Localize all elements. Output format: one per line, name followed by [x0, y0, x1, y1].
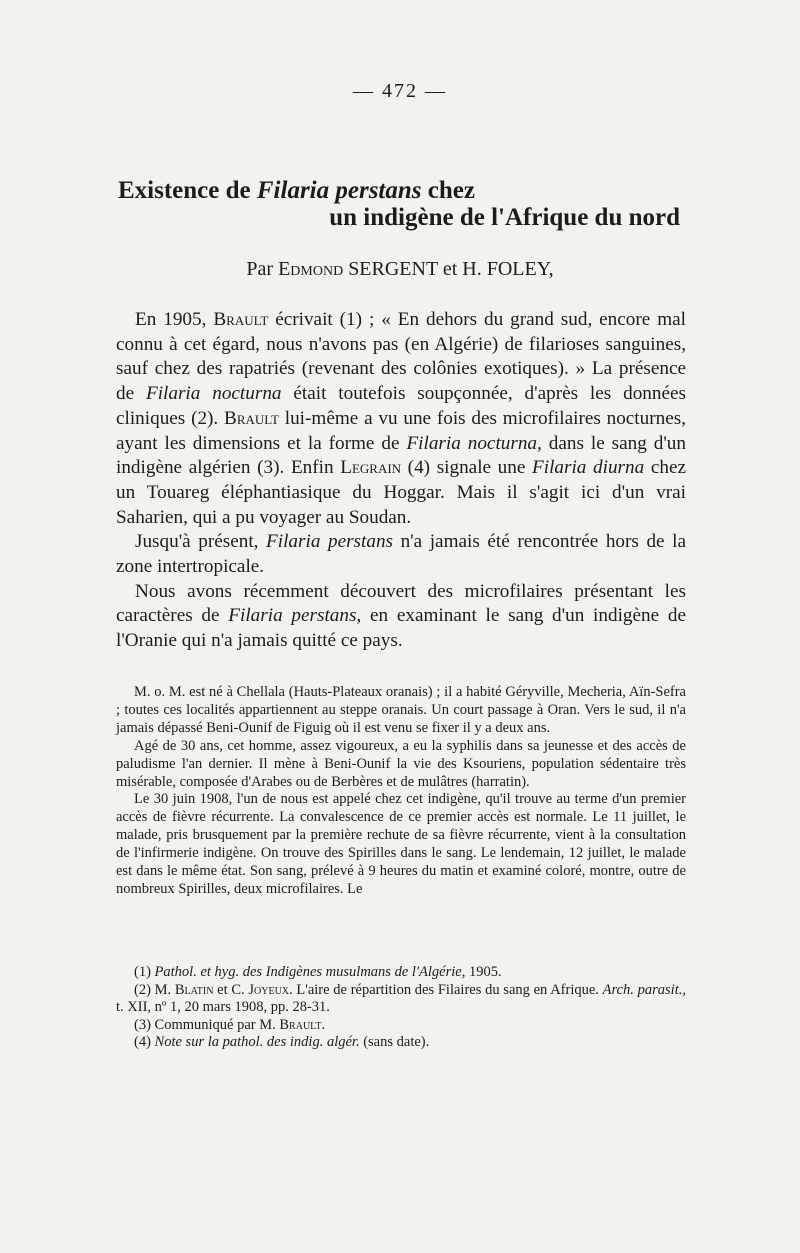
footnotes: [116, 964, 686, 1052]
main-text: [116, 308, 686, 654]
byline: Par Edmond SERGENT et H. FOLEY,: [246, 258, 554, 280]
author-first-name: Edmond: [278, 258, 344, 280]
paragraph-1: En 1905, Brault écrivait (1) ; « En dehors du grand sud, encore mal connu à cet égard, nous n'avons pas (en Algérie) de filarioses sanguines, sauf chez des rapatriés (revenant des colônies exotiques). » La présence de Filaria nocturna était toutefois soupçonnée, d'après les données cliniques (2). Brault lui-même a vu une fois des microfilaires nocturnes, ayant les dimensions et la forme de Filaria nocturna, dans le sang d'un indigène algérien (3). Enfin Legrain (4) signale une Filaria diurna chez un Touareg éléphantiasique du Hoggar. Mais il s'agit ici d'un vrai Saharien, qui a pu voyager au Soudan.: [116, 309, 686, 528]
author-ref-brault: Brault: [213, 309, 269, 330]
footnote-4: (4) Note sur la pathol. des indig. algér. (sans date).: [134, 1034, 430, 1051]
case-paragraph-2: Agé de 30 ans, cet homme, assez vigoureux, a eu la syphilis dans sa jeunesse et des accès de paludisme l'an dernier. Il mène à Beni-Ounif la vie des Ksouriens, population sédentaire très misérable, composée d'Arabes ou de Berbères et de mulâtres (harratin).: [116, 737, 686, 790]
author-ref-brault: Brault: [224, 407, 279, 429]
footnote-3: (3) Communiqué par M. Brault.: [134, 1016, 326, 1033]
case-paragraph-1: M. o. M. est né à Chellala (Hauts-Plateaux oranais) ; il a habité Géryville, Mecheria, Aïn-Sefra ; toutes ces localités appartiennent au steppe oranais. Un court passage à Oran. Vers le sud, il n'a jamais dépassé Beni-Ounif de Figuig où il est venu se fixer il y a deux ans.: [116, 684, 686, 736]
case-report: [116, 684, 686, 899]
article-title-line-1: Existence de Filaria perstans chez: [118, 177, 475, 204]
title-species: Filaria perstans: [256, 177, 422, 204]
author-ref-legrain: Legrain: [340, 457, 402, 479]
article-title-line-2: un indigène de l'Afrique du nord: [329, 204, 680, 231]
footnote-1: (1) Pathol. et hyg. des Indigènes musulmans de l'Algérie, 1905.: [134, 964, 502, 980]
paragraph-3: Nous avons récemment découvert des microfilaires présentant les caractères de Filaria perstans, en examinant le sang d'un indigène de l'Oranie qui n'a jamais quitté ce pays.: [116, 580, 686, 652]
footnote-2: (2) M. Blatin et C. Joyeux. L'aire de répartition des Filaires du sang en Afrique. Arch. parasit., t. XII, nº 1, 20 mars 1908, pp. 28-31.: [116, 981, 686, 1016]
page-number: — 472 —: [353, 80, 447, 102]
paragraph-2: Jusqu'à présent, Filaria perstans n'a jamais été rencontrée hors de la zone intertropicale.: [116, 531, 686, 578]
case-paragraph-3: Le 30 juin 1908, l'un de nous est appelé chez cet indigène, qu'il trouve au terme d'un premier accès de fièvre récurrente. La convalescence de ce premier accès est normale. Le 11 juillet, le malade, pris brusquement par la première rechute de sa fièvre récurrente, vient à la consultation de l'infirmerie indigène. On trouve des Spirilles dans le sang. Le lendemain, 12 juillet, le malade est dans le même état. Son sang, prélevé à 9 heures du matin et examiné coloré, montre, outre de nombreux Spirilles, deux microfilaires. Le: [116, 791, 686, 897]
